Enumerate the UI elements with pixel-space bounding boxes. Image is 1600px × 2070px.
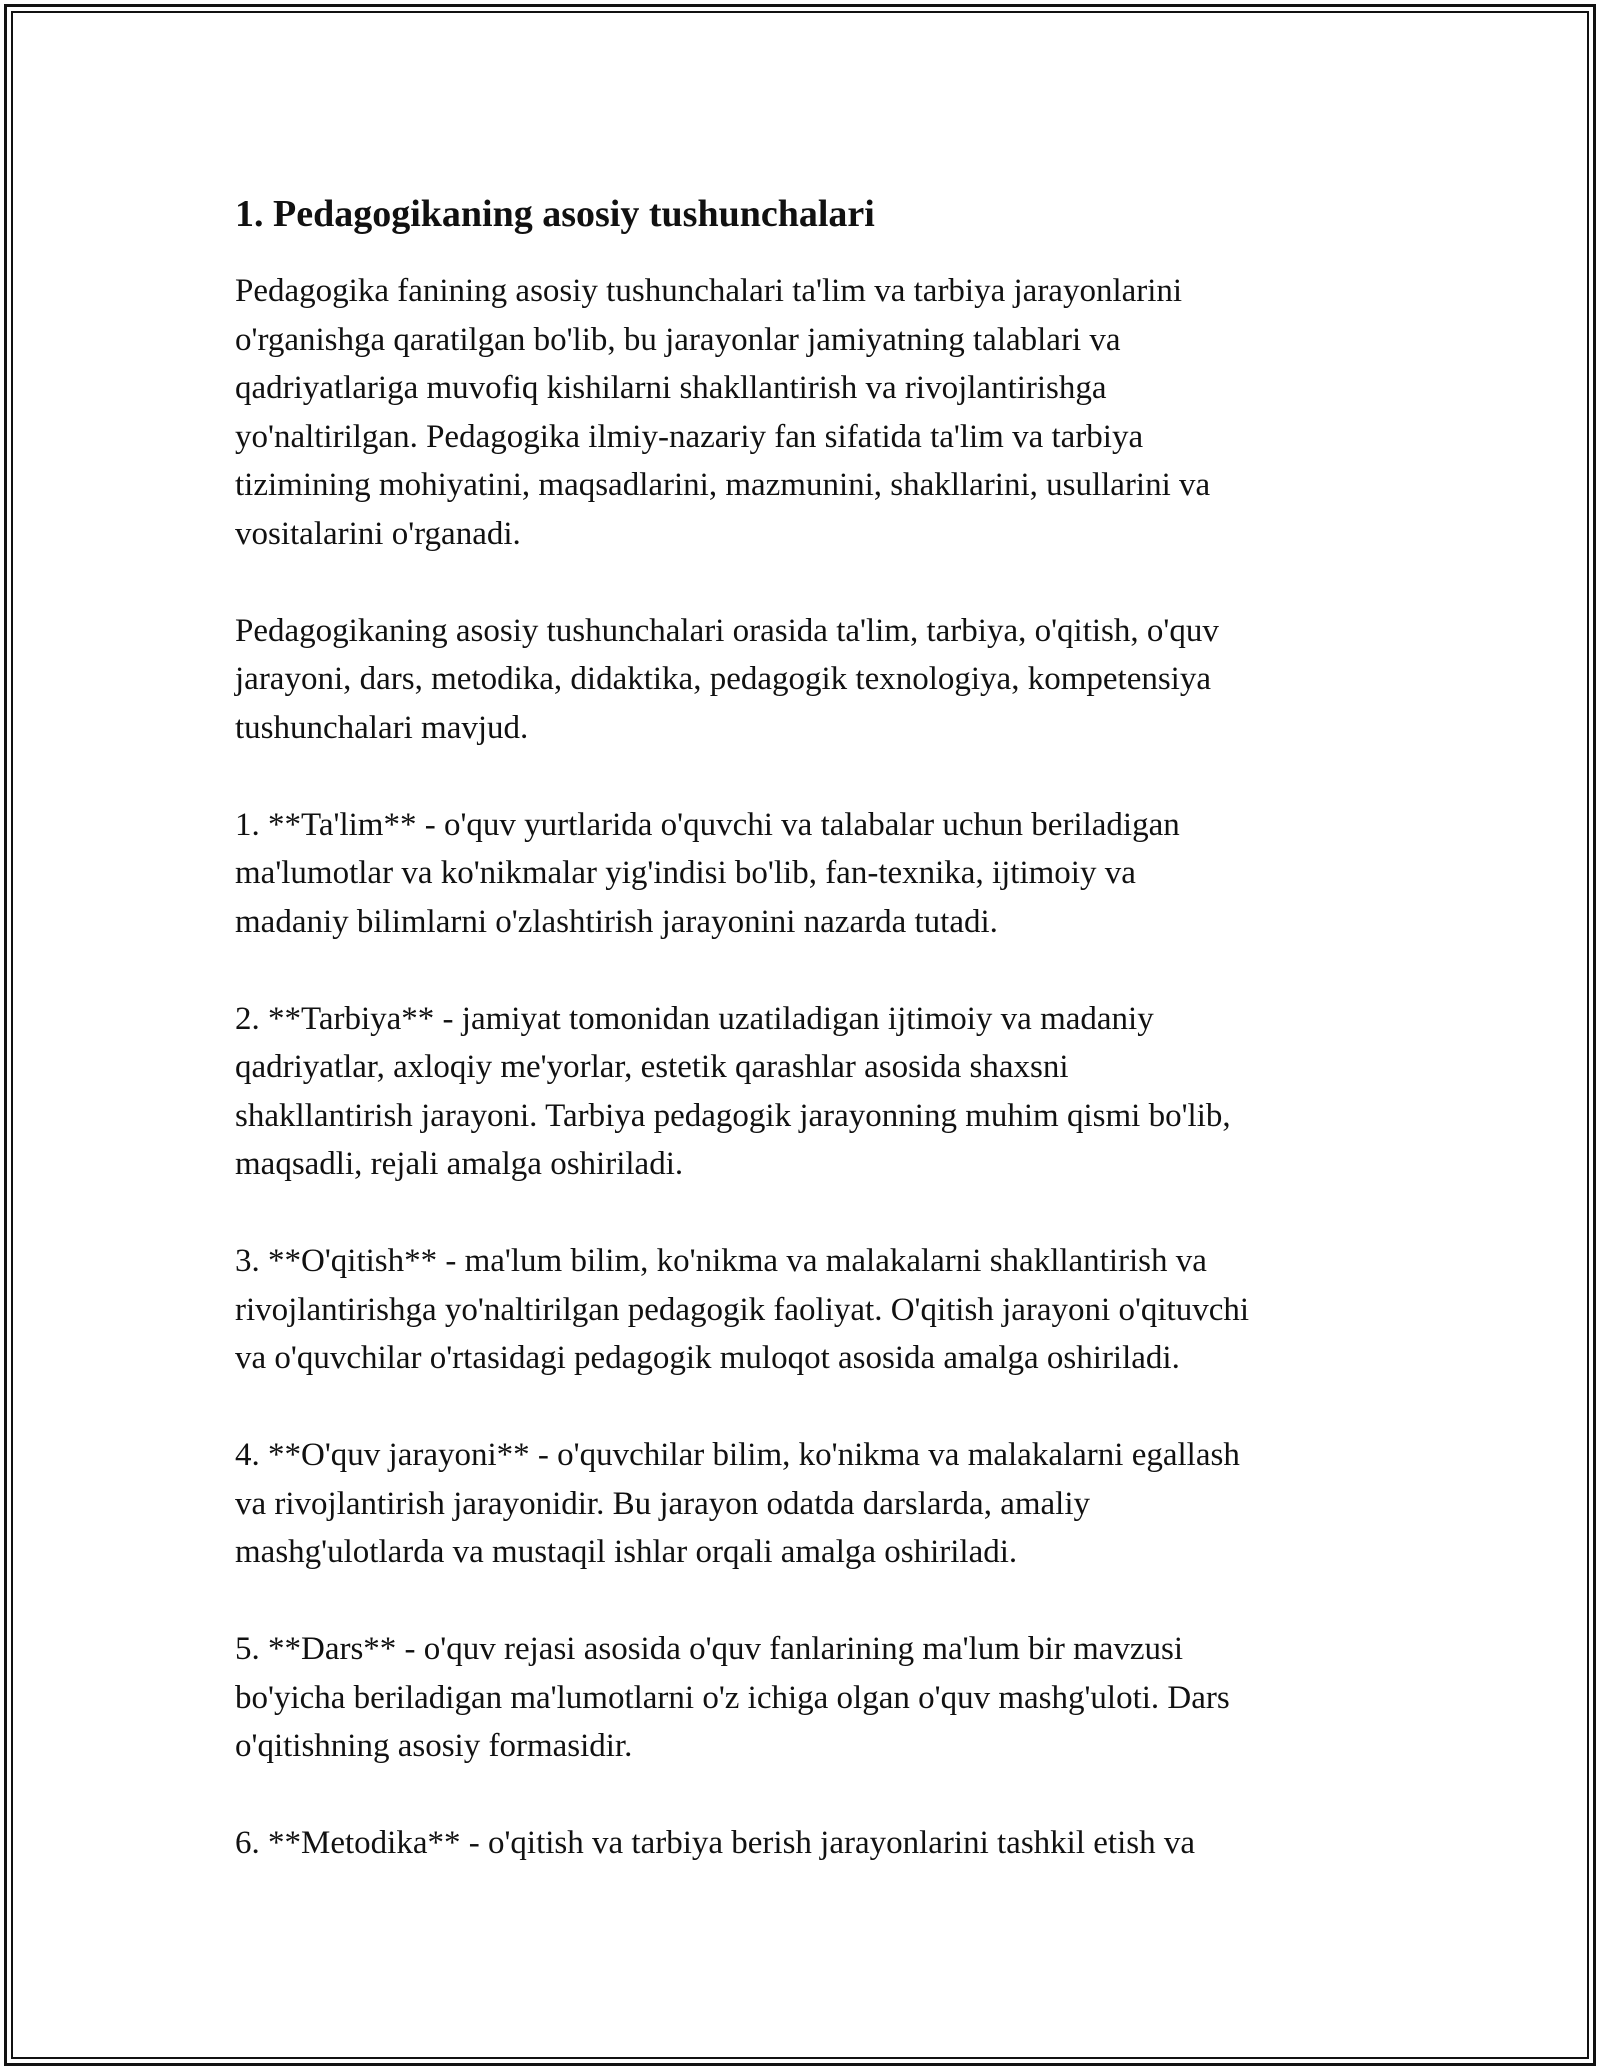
text-line: mashg'ulotlarda va mustaqil ishlar orqali amalga oshiriladi. <box>235 1534 1018 1570</box>
text-line: tushunchalari mavjud. <box>235 709 529 746</box>
text-line: shakllantirish jarayoni. Tarbiya pedagogik jarayonning muhim qismi bo'lib, <box>235 1097 1231 1134</box>
text-line: 6. **Metodika** - o'qitish va tarbiya berish jarayonlarini tashkil etish va <box>235 1825 1195 1861</box>
text-line: yo'naltirilgan. Pedagogika ilmiy-nazariy fan sifatida ta'lim va tarbiya <box>235 418 1144 455</box>
paragraph-oqitish <box>235 1237 1385 1383</box>
text-line: tizimining mohiyatini, maqsadlarini, mazmunini, shakllarini, usullarini va <box>235 467 1211 503</box>
text-line: maqsadli, rejali amalga oshiriladi. <box>235 1146 684 1182</box>
text-line: qadriyatlar, axloqiy me'yorlar, estetik qarashlar asosida shaxsni <box>235 1049 1069 1085</box>
paragraph-dars <box>235 1625 1385 1771</box>
text-line: 2. **Tarbiya** - jamiyat tomonidan uzatiladigan ijtimoiy va madaniy <box>235 1000 1154 1037</box>
text-line: 4. **O'quv jarayoni** - o'quvchilar bilim, ko'nikma va malakalarni egallash <box>235 1437 1240 1473</box>
paragraph-talim <box>235 801 1385 947</box>
text-line: va o'quvchilar o'rtasidagi pedagogik muloqot asosida amalga oshiriladi. <box>235 1340 1180 1376</box>
paragraph-tarbiya <box>235 995 1385 1189</box>
text-line: o'qitishning asosiy formasidir. <box>235 1728 633 1764</box>
text-line: Pedagogikaning asosiy tushunchalari orasida ta'lim, tarbiya, o'qitish, o'quv <box>235 612 1219 649</box>
text-line: jarayoni, dars, metodika, didaktika, pedagogik texnologiya, kompetensiya <box>235 661 1211 697</box>
text-line: 1. **Ta'lim** - o'quv yurtlarida o'quvchi va talabalar uchun beriladigan <box>235 806 1180 843</box>
text-line: o'rganishga qaratilgan bo'lib, bu jarayonlar jamiyatning talablari va <box>235 321 1121 358</box>
paragraph-concepts <box>235 607 1385 753</box>
paragraph-metodika <box>235 1819 1385 1868</box>
text-line: 5. **Dars** - o'quv rejasi asosida o'quv fanlarining ma'lum bir mavzusi <box>235 1631 1184 1667</box>
text-line: ma'lumotlar va ko'nikmalar yig'indisi bo'lib, fan-texnika, ijtimoiy va <box>235 855 1136 891</box>
paragraph-oquv-jarayoni <box>235 1431 1385 1577</box>
document-title: 1. Pedagogikaning asosiy tushunchalari <box>235 193 875 235</box>
paragraph-intro <box>235 267 1385 558</box>
text-line: va rivojlantirish jarayonidir. Bu jarayon odatda darslarda, amaliy <box>235 1485 1090 1522</box>
text-line: rivojlantirishga yo'naltirilgan pedagogik faoliyat. O'qitish jarayoni o'qituvchi <box>235 1291 1250 1328</box>
text-line: bo'yicha beriladigan ma'lumotlarni o'z ichiga olgan o'quv mashg'uloti. Dars <box>235 1679 1230 1716</box>
text-line: madaniy bilimlarni o'zlashtirish jarayonini nazarda tutadi. <box>235 903 998 940</box>
text-line: 3. **O'qitish** - ma'lum bilim, ko'nikma va malakalarni shakllantirish va <box>235 1243 1207 1279</box>
document-body <box>235 185 1385 1868</box>
text-line: vositalarini o'rganadi. <box>235 515 521 552</box>
text-line: qadriyatlariga muvofiq kishilarni shakllantirish va rivojlantirishga <box>235 370 1107 406</box>
text-line: Pedagogika fanining asosiy tushunchalari ta'lim va tarbiya jarayonlarini <box>235 273 1183 309</box>
